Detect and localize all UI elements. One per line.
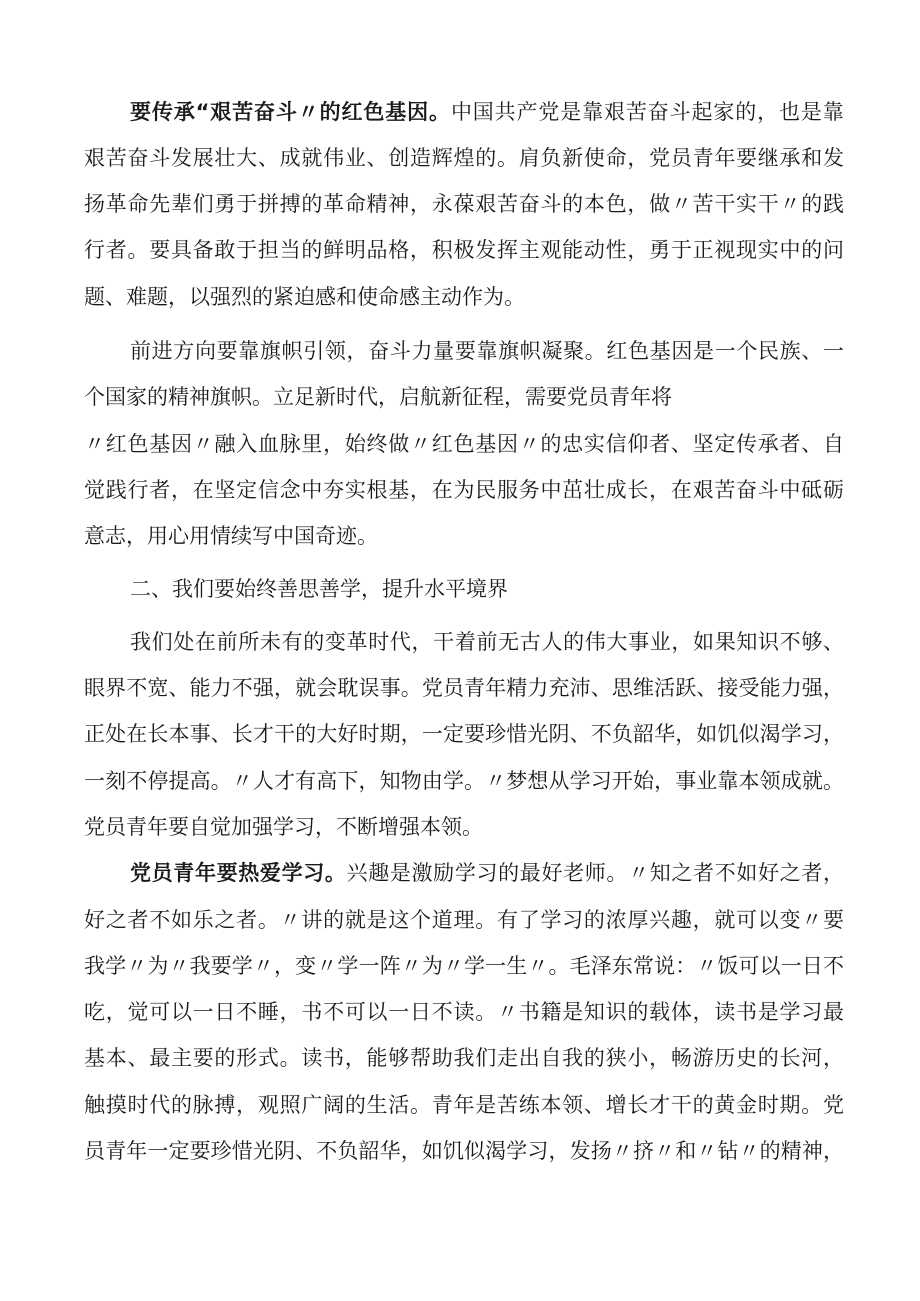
text-line	[84, 673, 844, 703]
line-text: 吃，觉可以一日不睡，书不可以一日不读。〃书籍是知识的载体，读书是学习最	[84, 1000, 845, 1024]
text-line	[84, 719, 844, 749]
line-text: 个国家的精神旗帜。立足新时代，启航新征程，需要党员青年将	[84, 385, 672, 409]
line-text: 扬革命先辈们勇于拼搏的革命精神，永葆艰苦奋斗的本色，做〃苦干实干〃的践	[84, 192, 845, 216]
text-line	[84, 382, 672, 412]
line-text: 党员青年要自觉加强学习，不断增强本领。	[84, 815, 483, 839]
line-text: 我们处在前所未有的变革时代，干着前无古人的伟大事业，如果知识不够、	[130, 630, 845, 654]
line-text: 兴趣是激励学习的最好老师。〃知之者不如好之者，	[346, 861, 845, 885]
text-line	[84, 429, 845, 459]
line-text: 觉践行者，在坚定信念中夯实根基，在为民服务中茁壮成长，在艰苦奋斗中砥砺	[84, 478, 845, 502]
text-line	[84, 189, 845, 219]
text-line	[84, 812, 483, 842]
line-text: 好之者不如乐之者。〃讲的就是这个道理。有了学习的浓厚兴趣，就可以变〃要	[84, 908, 845, 932]
text-line	[84, 1090, 845, 1120]
line-text: 员青年一定要珍惜光阴、不负韶华，如饥似渴学习，发扬〃挤〃和〃钻〃的精神，	[84, 1139, 845, 1163]
text-line	[84, 905, 845, 935]
text-line	[84, 282, 525, 312]
line-text: 正处在长本事、长才干的大好时期，一定要珍惜光阴、不负韶华，如饥似渴学习，	[84, 722, 845, 746]
line-text: 中国共产党是靠艰苦奋斗起家的，也是靠	[450, 100, 845, 124]
line-text: 前进方向要靠旗帜引领，奋斗力量要靠旗帜凝聚。红色基因是一个民族、一	[130, 339, 845, 363]
text-line	[84, 475, 845, 505]
text-line	[84, 521, 378, 551]
bold-lead: 党员青年要热爱学习。	[130, 861, 347, 885]
text-line	[130, 858, 845, 888]
text-line	[84, 1043, 845, 1073]
line-text: 眼界不宽、能力不强，就会耽误事。党员青年精力充沛、思维活跃、接受能力强，	[84, 676, 845, 700]
line-text: 基本、最主要的形式。读书，能够帮助我们走出自我的狭小，畅游历史的长河，	[84, 1046, 845, 1070]
text-line	[84, 951, 844, 981]
line-text: 艰苦奋斗发展壮大、成就伟业、创造辉煌的。肩负新使命，党员青年要继承和发	[84, 146, 845, 170]
section-heading	[130, 574, 508, 604]
line-text: 二、我们要始终善思善学，提升水平境界	[130, 577, 508, 601]
text-line	[130, 97, 845, 127]
bold-lead: 要传承“艰苦奋斗〃的红色基因。	[130, 100, 451, 124]
text-line	[84, 143, 845, 173]
line-text: 题、难题，以强烈的紧迫感和使命感主动作为。	[84, 285, 525, 309]
text-line	[130, 627, 845, 657]
text-line	[84, 997, 845, 1027]
text-line	[84, 1136, 844, 1166]
text-line	[130, 336, 845, 366]
line-text: 我学〃为〃我要学〃，变〃学一阵〃为〃学一生〃。毛泽东常说：〃饭可以一日不	[84, 954, 845, 978]
text-line	[84, 235, 845, 265]
text-line	[84, 766, 844, 796]
line-text: 一刻不停提高。〃人才有高下，知物由学。〃梦想从学习开始，事业靠本领成就。	[84, 769, 845, 793]
line-text: 意志，用心用情续写中国奇迹。	[84, 524, 378, 548]
line-text: 〃红色基因〃融入血脉里，始终做〃红色基因〃的忠实信仰者、坚定传承者、自	[84, 432, 845, 456]
line-text: 行者。要具备敢于担当的鲜明品格，积极发挥主观能动性，勇于正视现实中的问	[84, 238, 845, 262]
line-text: 触摸时代的脉搏，观照广阔的生活。青年是苦练本领、增长才干的黄金时期。党	[84, 1093, 845, 1117]
